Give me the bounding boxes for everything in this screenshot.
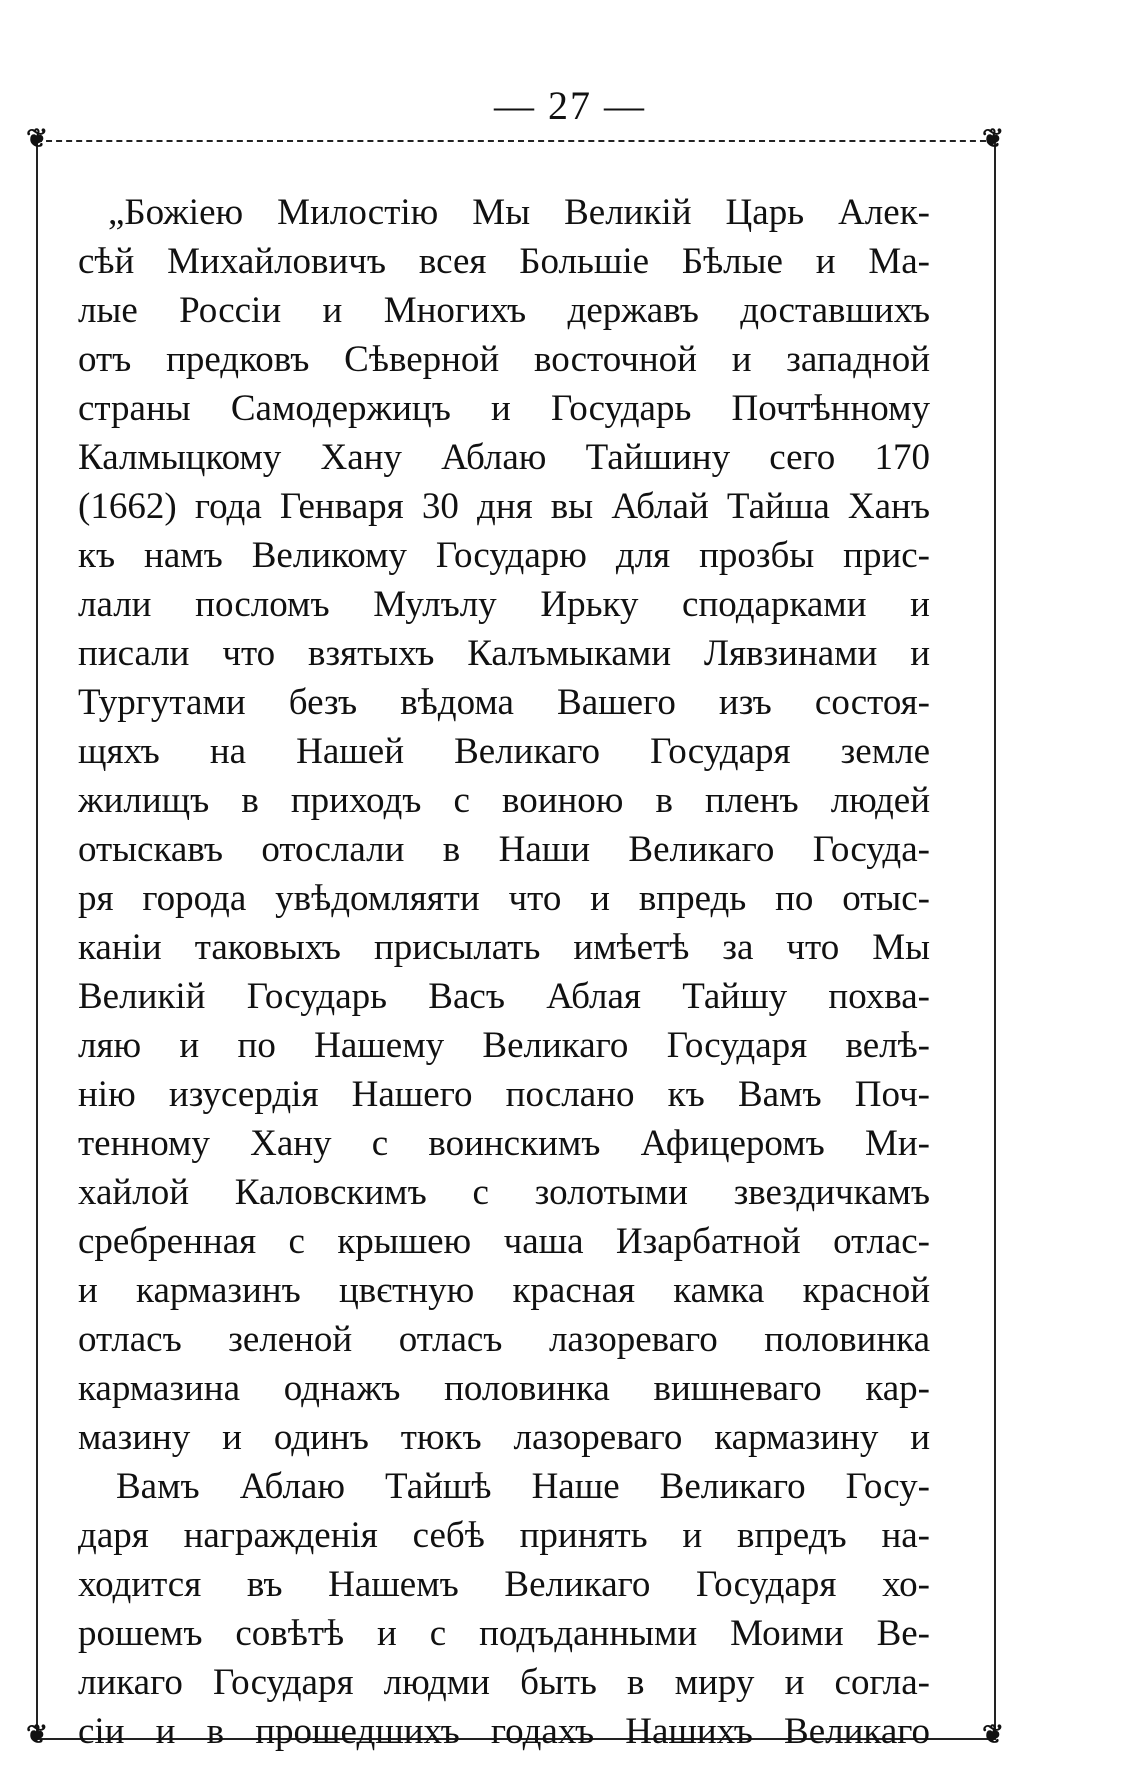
text-line: каніи таковыхъ присылать имѣетѣ за что Мы bbox=[78, 927, 930, 968]
text-line: отыскавъ отослали в Наши Великаго Госуда- bbox=[78, 829, 930, 870]
text-line: Вамъ Аблаю Тайшѣ Наше Великаго Госу- bbox=[116, 1466, 930, 1507]
text-line: жилищъ в приходъ с воиною в пленъ людей bbox=[78, 780, 930, 821]
text-line: отъ предковъ Сѣверной восточной и западной bbox=[78, 339, 930, 380]
text-line: и кармазинъ цвєтную красная камка красной bbox=[78, 1270, 930, 1311]
document-text bbox=[78, 188, 930, 1756]
text-line: рошемъ совѣтѣ и с подъданными Моими Ве- bbox=[78, 1613, 930, 1654]
text-line: даря награжденія себѣ принять и впредъ на- bbox=[78, 1515, 930, 1556]
text-line: мазину и одинъ тюкъ лазореваго кармазину и bbox=[78, 1417, 930, 1458]
text-line: хайлой Каловскимъ с золотыми звездичкамъ bbox=[78, 1172, 930, 1213]
text-line: лые Россіи и Многихъ державъ доставшихъ bbox=[78, 290, 930, 331]
text-line: (1662) года Генваря 30 дня вы Аблай Тайша Ханъ bbox=[78, 486, 930, 527]
text-line: сѣй Михайловичъ всея Большіе Бѣлые и Ма- bbox=[78, 241, 930, 282]
text-line: тенному Хану с воинскимъ Афицеромъ Ми- bbox=[78, 1123, 930, 1164]
text-line: Калмыцкому Хану Аблаю Тайшину сего 170 bbox=[78, 437, 930, 478]
text-line: „Божіею Милостію Мы Великій Царь Алек- bbox=[108, 192, 930, 233]
text-line: Великій Государь Васъ Аблая Тайшу похва- bbox=[78, 976, 930, 1017]
text-line: Тургутами безъ вѣдома Вашего изъ состоя- bbox=[78, 682, 930, 723]
text-line: писали что взятыхъ Калъмыками Лявзинами и bbox=[78, 633, 930, 674]
text-line: нію изусердія Нашего послано къ Вамъ Поч- bbox=[78, 1074, 930, 1115]
text-line: сіи и в прошедшихъ годахъ Нашихъ Великаго bbox=[78, 1711, 930, 1752]
text-line: страны Самодержицъ и Государь Почтѣнному bbox=[78, 388, 930, 429]
text-line: щяхъ на Нашей Великаго Государя земле bbox=[78, 731, 930, 772]
text-line: сребренная с крышею чаша Изарбатной отлас- bbox=[78, 1221, 930, 1262]
corner-ornament-top-left: ❦ bbox=[26, 124, 48, 153]
corner-ornament-top-right: ❦ bbox=[982, 124, 1004, 153]
text-line: ря города увѣдомляяти что и впредь по отыс- bbox=[78, 878, 930, 919]
text-line: кармазина однажъ половинка вишневаго кар- bbox=[78, 1368, 930, 1409]
text-line: къ намъ Великому Государю для прозбы прис- bbox=[78, 535, 930, 576]
text-line: ликаго Государя людми быть в миру и согла- bbox=[78, 1662, 930, 1703]
text-line: ходится въ Нашемъ Великаго Государя хо- bbox=[78, 1564, 930, 1605]
text-line: лали посломъ Мулълу Ирьку сподарками и bbox=[78, 584, 930, 625]
page-number: — 27 — bbox=[494, 83, 646, 128]
text-line: отласъ зеленой отласъ лазореваго половинка bbox=[78, 1319, 930, 1360]
corner-ornament-bottom-left: ❦ bbox=[26, 1720, 48, 1749]
corner-ornament-bottom-right: ❦ bbox=[982, 1720, 1004, 1749]
text-line: ляю и по Нашему Великаго Государя велѣ- bbox=[78, 1025, 930, 1066]
